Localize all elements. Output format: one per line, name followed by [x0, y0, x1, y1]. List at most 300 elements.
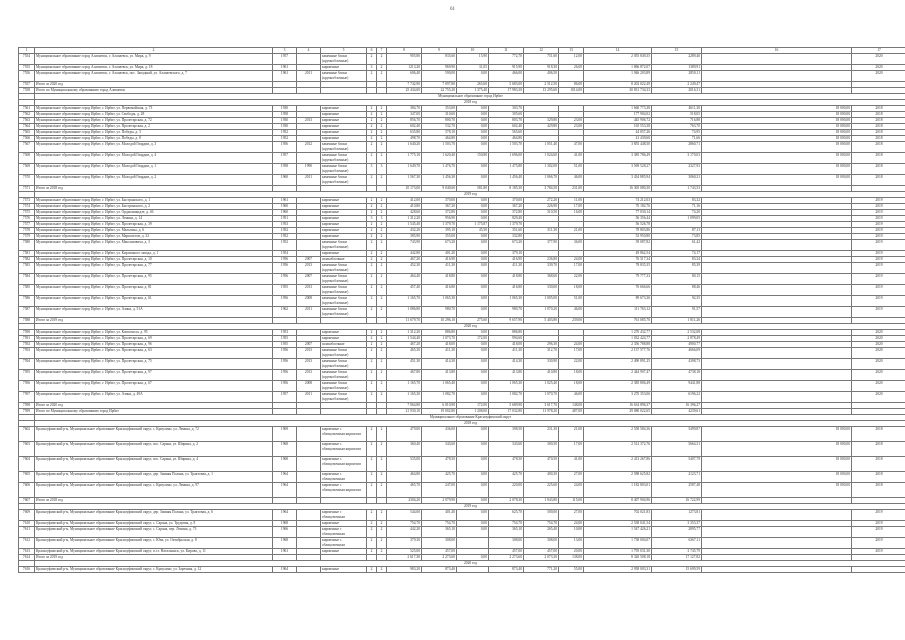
table-cell: 2019: [852, 538, 905, 549]
header-cell: 10: [457, 48, 489, 54]
table-cell: 0,00: [457, 296, 489, 307]
table-cell: 76 666,66: [584, 285, 652, 296]
table-cell: 2013: [297, 285, 321, 296]
table-cell: 343,60: [422, 442, 457, 457]
table-cell: 2008: [297, 296, 321, 307]
table-cell: 803,70: [489, 118, 524, 124]
table-cell: 2: [377, 510, 387, 521]
section-title: 2018 год: [35, 100, 905, 106]
table-cell: 7574: [19, 204, 35, 210]
table-cell: 2007: [297, 274, 321, 285]
table-cell: 2 055 849,35: [584, 54, 652, 65]
table-cell: 751,60: [524, 54, 559, 65]
table-cell: 339,70: [524, 263, 559, 274]
table-cell: 310,60: [422, 112, 457, 118]
table-cell: 165 553,38: [584, 124, 652, 130]
table-cell: Муниципальное образование город Ирбит, г. Ирбит, ул. Пролетарская, д. 69: [35, 336, 273, 342]
table-cell: 2019: [852, 296, 905, 307]
table-cell: [297, 538, 321, 549]
table-cell: 2007: [297, 342, 321, 348]
table-cell: 2: [367, 521, 377, 527]
table-cell: Итого за 2019 год: [35, 555, 273, 561]
table-cell: 2 356 788,88: [584, 342, 652, 348]
table-cell: 18 000,00: [702, 457, 852, 472]
table-cell: 17 127,82: [652, 555, 702, 561]
table-cell: кирпичные с облицовочным: [321, 527, 367, 538]
table-cell: 74,20: [652, 210, 702, 216]
table-cell: Муниципальное образование город Ирбит, г. Ирбит, ул. Азина, д. 51А: [35, 307, 273, 318]
table-cell: 2018: [852, 130, 905, 136]
table-cell: каменные блоки (крупноблочные): [321, 142, 367, 153]
table-cell: 2: [367, 472, 377, 483]
table-cell: 8 320 508,18: [584, 555, 652, 561]
table-cell: 73,85: [652, 234, 702, 240]
table-cell: 2: [367, 228, 377, 234]
table-cell: 2018: [852, 118, 905, 124]
table-cell: 7573: [19, 198, 35, 204]
table-cell: 3: [367, 65, 377, 71]
table-cell: [702, 567, 852, 573]
table-cell: 10,00: [559, 527, 584, 538]
table-cell: 2: [367, 427, 377, 442]
table-cell: 2: [377, 71, 387, 82]
table-cell: 239,00: [559, 318, 584, 324]
table-cell: 754,70: [387, 521, 422, 527]
table-cell: 7598: [19, 403, 35, 409]
table-cell: 61,42: [652, 240, 702, 251]
table-cell: 2 938 003,31: [584, 567, 652, 573]
table-cell: 2: [367, 342, 377, 348]
table-cell: 0,00: [457, 210, 489, 216]
table-cell: [457, 567, 489, 573]
table-cell: [702, 263, 852, 274]
table-cell: 7 742,90: [387, 82, 422, 88]
table-cell: 2: [367, 538, 377, 549]
table-cell: 148,00: [559, 403, 584, 409]
table-row: [19, 567, 905, 573]
table-cell: 3 784,50: [524, 186, 559, 192]
table-cell: 856,70: [387, 118, 422, 124]
table-cell: 1955: [273, 336, 297, 342]
table-cell: 0,00: [457, 521, 489, 527]
table-cell: 0,00: [457, 348, 489, 359]
table-cell: 2020: [852, 71, 905, 82]
table-cell: 2: [377, 342, 387, 348]
table-cell: 418,80: [489, 274, 524, 285]
table-cell: Муниципальное образование город Ирбит, г. Ирбит, ул. Пролетарская, д. 97: [35, 370, 273, 381]
table-cell: 3 385 786,49: [584, 153, 652, 164]
table-cell: 55,00: [559, 567, 584, 573]
table-cell: 2019: [852, 210, 905, 216]
table-cell: 2: [367, 204, 377, 210]
table-cell: 0,00: [457, 370, 489, 381]
table-cell: 2: [377, 251, 387, 257]
table-cell: 23,00: [559, 118, 584, 124]
header-cell: 15: [652, 48, 702, 54]
table-cell: 886,80: [489, 330, 524, 336]
table-cell: 226,90: [524, 204, 559, 210]
table-cell: 7568: [19, 153, 35, 164]
table-cell: 308,00: [524, 538, 559, 549]
table-cell: Муниципальное образование город Ирбит, г. Ирбит, ул. Пролетарская, д. 96: [35, 342, 273, 348]
table-cell: 1 182 803,01: [584, 483, 652, 498]
table-cell: 111 763,12: [584, 307, 652, 318]
table-cell: [702, 527, 852, 538]
table-cell: 0,00: [457, 359, 489, 370]
table-cell: 9441,88: [652, 381, 702, 392]
table-cell: 1 738 004,07: [584, 538, 652, 549]
table-cell: 3 270 353,06: [584, 392, 652, 403]
table-cell: [702, 348, 852, 359]
table-cell: 22,00: [559, 359, 584, 370]
table-cell: 1 620,40: [422, 153, 457, 164]
table-cell: 46,00: [559, 175, 584, 186]
table-cell: кирпичные: [321, 112, 367, 118]
table-cell: 8 202 022,49: [584, 82, 652, 88]
table-cell: 13,00: [559, 538, 584, 549]
table-cell: 7610: [19, 521, 35, 527]
table-cell: 428,60: [387, 210, 422, 216]
table-cell: [702, 296, 852, 307]
table-cell: 5 689,90: [489, 403, 524, 409]
table-cell: кирпичные: [321, 234, 367, 240]
table-cell: каменные блоки (крупноблочные): [321, 153, 367, 164]
table-row: [19, 442, 905, 457]
table-cell: 56 526,78: [584, 222, 652, 228]
table-cell: 2019: [852, 257, 905, 263]
table-cell: 17,00: [559, 263, 584, 274]
table-cell: 23,00: [559, 124, 584, 130]
table-cell: 2: [377, 330, 387, 336]
table-cell: 2016,31: [652, 88, 702, 94]
table-cell: кирпичные с облицовочным: [321, 472, 367, 483]
table-cell: Муниципальное образование город Ирбит, г. Ирбит, ул. Молодой Гвардии, д. 3: [35, 142, 273, 153]
table-cell: [297, 527, 321, 538]
table-cell: 1957: [273, 54, 297, 65]
table-cell: 1213,20: [387, 65, 422, 71]
table-cell: 7597: [19, 392, 35, 403]
table-cell: 1968: [273, 521, 297, 527]
table-cell: 2018: [852, 457, 905, 472]
table-cell: 41 439,60: [584, 136, 652, 142]
table-cell: Муниципальное образование город Ирбит, г. Ирбит, ул. Пролетарская, д. 61: [35, 296, 273, 307]
table-cell: 71,66: [652, 136, 702, 142]
table-cell: 2: [377, 336, 387, 342]
table-cell: Итого за 2020 год: [35, 82, 273, 88]
table-cell: 1956: [273, 142, 297, 153]
table-cell: 91,57: [652, 307, 702, 318]
table-cell: 398,50: [489, 427, 524, 442]
table-row: [19, 538, 905, 549]
header-cell: 14: [584, 48, 652, 54]
table-cell: 18 000,00: [702, 442, 852, 457]
table-cell: 6196,22: [652, 392, 702, 403]
table-cell: Муниципальное образование город Алапаевск, г. Алапаевск, ул. Мира, д. 18: [35, 65, 273, 71]
table-cell: 1 475,80: [489, 164, 524, 175]
section-title: 2019 год: [35, 504, 905, 510]
table-cell: 5 683,00: [489, 82, 524, 88]
table-cell: 2020: [852, 342, 905, 348]
table-cell: Муниципальное образование город Ирбит, г. Ирбит, ул. Пролетарская, д. 10: [35, 257, 273, 263]
table-cell: 2: [377, 228, 387, 234]
table-cell: кирпичные: [321, 251, 367, 257]
table-cell: 1 456,30: [422, 175, 457, 186]
table-cell: 76 517,34: [584, 257, 652, 263]
table-cell: 2: [367, 136, 377, 142]
table-cell: 2: [367, 54, 377, 65]
table-cell: 2018: [852, 442, 905, 457]
table-cell: 0,00: [457, 330, 489, 336]
table-cell: 0,00: [457, 251, 489, 257]
table-cell: 2018: [852, 427, 905, 442]
table-cell: [297, 567, 321, 573]
table-cell: Муниципальное образование город Алапаевск, г. Алапаевск, пос. Западный, ул. Алапаевского, д. 7: [35, 71, 273, 82]
table-cell: 465,70: [387, 483, 422, 498]
table-cell: 3 617,70: [524, 403, 559, 409]
table-cell: 7614: [19, 555, 35, 561]
header-cell: 16: [702, 48, 852, 54]
table-cell: 0,00: [457, 381, 489, 392]
table-cell: 2: [377, 427, 387, 442]
table-cell: 1956: [273, 381, 297, 392]
table-cell: 16 722,99: [652, 498, 702, 504]
table-cell: шлакоблочные: [321, 342, 367, 348]
table-cell: 353,00: [422, 106, 457, 112]
table-cell: 470,50: [524, 457, 559, 472]
table-cell: 16,00: [559, 210, 584, 216]
table-cell: Муниципальное образование город Ирбит, г. Ирбит, ул. Кирпичного завода, д. 1: [35, 251, 273, 257]
table-cell: 308,00: [489, 538, 524, 549]
table-cell: 172,00: [457, 336, 489, 342]
table-cell: 3060,21: [652, 175, 702, 186]
table-cell: 754,70: [422, 521, 457, 527]
table-cell: 1964: [273, 472, 297, 483]
table-cell: 49 862,54: [584, 251, 652, 257]
table-cell: 2: [377, 118, 387, 124]
table-cell: 466,00: [489, 71, 524, 82]
table-cell: кирпичные: [321, 330, 367, 336]
table-cell: 1 775,10: [387, 153, 422, 164]
register-table: [18, 47, 905, 573]
table-cell: каменные блоки (крупноблочные): [321, 296, 367, 307]
table-row: [19, 274, 905, 285]
table-cell: 311,30: [524, 228, 559, 234]
table-cell: 2123,71: [652, 472, 702, 483]
table-cell: 401,40: [422, 510, 457, 521]
table-cell: 7557: [19, 82, 35, 88]
table-cell: 2 073,30: [524, 555, 559, 561]
table-cell: 2: [367, 359, 377, 370]
table-row: [19, 381, 905, 392]
table-cell: 2011: [297, 71, 321, 82]
table-cell: 1 025,40: [524, 381, 559, 392]
table-cell: 2: [377, 142, 387, 153]
table-cell: 1389,91: [652, 65, 702, 71]
table-cell: 2: [377, 130, 387, 136]
table-cell: Муниципальное образование город Ирбит, г. Ирбит, ул. Пролетарская, д. 81: [35, 285, 273, 296]
table-cell: 7571: [19, 186, 35, 192]
table-cell: 2: [377, 210, 387, 216]
table-cell: 7558: [19, 88, 35, 94]
table-cell: 10 173,00: [387, 186, 422, 192]
table-cell: Муниципальное образование город Ирбит, г. Ирбит, ул. Пролетарская, д. 77: [35, 263, 273, 274]
table-cell: 1 082,70: [422, 392, 457, 403]
table-cell: кирпичные: [321, 216, 367, 222]
table-cell: 308,00: [422, 538, 457, 549]
table-cell: 2: [367, 118, 377, 124]
table-cell: 2: [377, 457, 387, 472]
table-cell: 0,00: [457, 307, 489, 318]
table-cell: 1960: [273, 204, 297, 210]
table-cell: 1 070,70: [524, 392, 559, 403]
table-cell: 1 649,70: [387, 164, 422, 175]
table-row: [19, 285, 905, 296]
table-row: [19, 175, 905, 186]
table-cell: 7609: [19, 510, 35, 521]
table-cell: 5664,31: [652, 442, 702, 457]
table-cell: 1 065,30: [489, 296, 524, 307]
table-cell: 2: [367, 567, 377, 573]
table-cell: 411,30: [422, 348, 457, 359]
table-cell: 2: [367, 153, 377, 164]
table-cell: 905,80: [387, 54, 422, 65]
table-cell: 2011: [297, 175, 321, 186]
table-cell: 1968: [273, 442, 297, 457]
table-cell: 17 032,80: [489, 409, 524, 415]
table-cell: 312,70: [524, 348, 559, 359]
table-cell: 18 000,00: [702, 106, 852, 112]
table-cell: кирпичные с облицовочным: [321, 510, 367, 521]
table-cell: 525,00: [387, 549, 422, 555]
table-cell: 590,00: [422, 71, 457, 82]
table-cell: 442,80: [387, 251, 422, 257]
table-cell: 17,00: [559, 204, 584, 210]
table-cell: 1014,00: [559, 88, 584, 94]
table-cell: 2019: [852, 228, 905, 234]
table-cell: 457,00: [489, 549, 524, 555]
table-cell: 0,00: [457, 124, 489, 130]
table-cell: Итого по Муниципальному образованию город Ирбит: [35, 409, 273, 415]
table-cell: 70 182,76: [584, 204, 652, 210]
table-cell: 343,60: [489, 442, 524, 457]
table-cell: [702, 274, 852, 285]
table-cell: 2: [377, 124, 387, 130]
table-cell: 7587: [19, 307, 35, 318]
table-row: [19, 359, 905, 370]
table-cell: 18 000,00: [702, 164, 852, 175]
table-cell: 2: [377, 234, 387, 240]
table-cell: 1961: [273, 198, 297, 204]
table-cell: 754,70: [524, 521, 559, 527]
table-cell: 2: [367, 348, 377, 359]
table-cell: 1952: [273, 228, 297, 234]
table-cell: 7565: [19, 130, 35, 136]
table-cell: 1 943,80: [524, 498, 559, 504]
table-cell: 635,80: [387, 130, 422, 136]
table-cell: 2019: [852, 307, 905, 318]
table-cell: 1952: [273, 136, 297, 142]
table-cell: 1990: [297, 164, 321, 175]
table-cell: 7 064,80: [387, 403, 422, 409]
table-cell: [297, 442, 321, 457]
table-cell: 2: [377, 442, 387, 457]
table-cell: 2: [367, 257, 377, 263]
table-cell: 51,00: [559, 296, 584, 307]
table-cell: 1 379,70: [489, 222, 524, 228]
table-row: [19, 427, 905, 442]
table-cell: 22 755,20: [422, 88, 457, 94]
table-cell: 16 634 896,37: [584, 403, 652, 409]
table-cell: Итого по Муниципальному образованию город Алапаевск: [35, 88, 273, 94]
table-cell: 425,70: [489, 472, 524, 483]
table-cell: 7607: [19, 498, 35, 504]
table-cell: 18,00: [559, 370, 584, 381]
table-cell: [297, 457, 321, 472]
table-cell: 2013: [297, 370, 321, 381]
table-cell: Итого за 2020 год: [35, 403, 273, 409]
table-cell: 2: [367, 222, 377, 228]
table-cell: 1956: [273, 348, 297, 359]
table-cell: 1 946 203,89: [584, 71, 652, 82]
table-cell: 2: [367, 198, 377, 204]
table-cell: 2 512,50: [524, 82, 559, 88]
table-cell: 416,90: [489, 257, 524, 263]
table-cell: 11 679,70: [387, 318, 422, 324]
table-cell: 18 000,00: [702, 142, 852, 153]
table-cell: 673,20: [489, 240, 524, 251]
table-cell: 969,90: [422, 65, 457, 71]
table-cell: 1956: [273, 370, 297, 381]
table-cell: 2 617,30: [387, 555, 422, 561]
table-cell: 487,00: [559, 409, 584, 415]
table-cell: 7595: [19, 370, 35, 381]
table-cell: 500,00: [524, 510, 559, 521]
table-cell: каменные блоки (крупноблочные): [321, 285, 367, 296]
table-cell: 2: [367, 442, 377, 457]
table-cell: 1951: [273, 216, 297, 222]
table-cell: 329,80: [524, 118, 559, 124]
table-cell: 332,80: [489, 234, 524, 240]
table-cell: Муниципальное образование город Ирбит, г. Ирбит, ул. Молодой Гвардии, д. 4: [35, 153, 273, 164]
table-cell: 673,20: [422, 240, 457, 251]
table-cell: 83,34: [652, 257, 702, 263]
table-cell: 24,00: [559, 521, 584, 527]
table-cell: 41,00: [559, 457, 584, 472]
table-cell: 2020: [852, 54, 905, 65]
table-cell: 994,60: [489, 336, 524, 342]
section-title: 2019 год: [35, 192, 905, 198]
table-cell: 0,00: [457, 472, 489, 483]
table-cell: 772,70: [489, 54, 524, 65]
table-cell: 18 000,00: [702, 427, 852, 442]
table-cell: 19 002,80: [422, 409, 457, 415]
table-cell: кирпичные: [321, 222, 367, 228]
table-cell: 2: [367, 130, 377, 136]
table-cell: 7593: [19, 348, 35, 359]
table-cell: 1960: [273, 175, 297, 186]
table-cell: 2018: [852, 112, 905, 118]
table-cell: 2018: [852, 124, 905, 130]
table-cell: каменные блоки (крупноблочные): [321, 392, 367, 403]
table-cell: 1 208,00: [457, 409, 489, 415]
table-cell: [559, 71, 584, 82]
table-cell: 177 904,02: [584, 112, 652, 118]
table-cell: 11 978,20: [524, 409, 559, 415]
table-cell: 2018: [852, 164, 905, 175]
table-cell: 410,80: [387, 204, 422, 210]
table-cell: 1964: [273, 483, 297, 498]
table-cell: 2020: [852, 381, 905, 392]
